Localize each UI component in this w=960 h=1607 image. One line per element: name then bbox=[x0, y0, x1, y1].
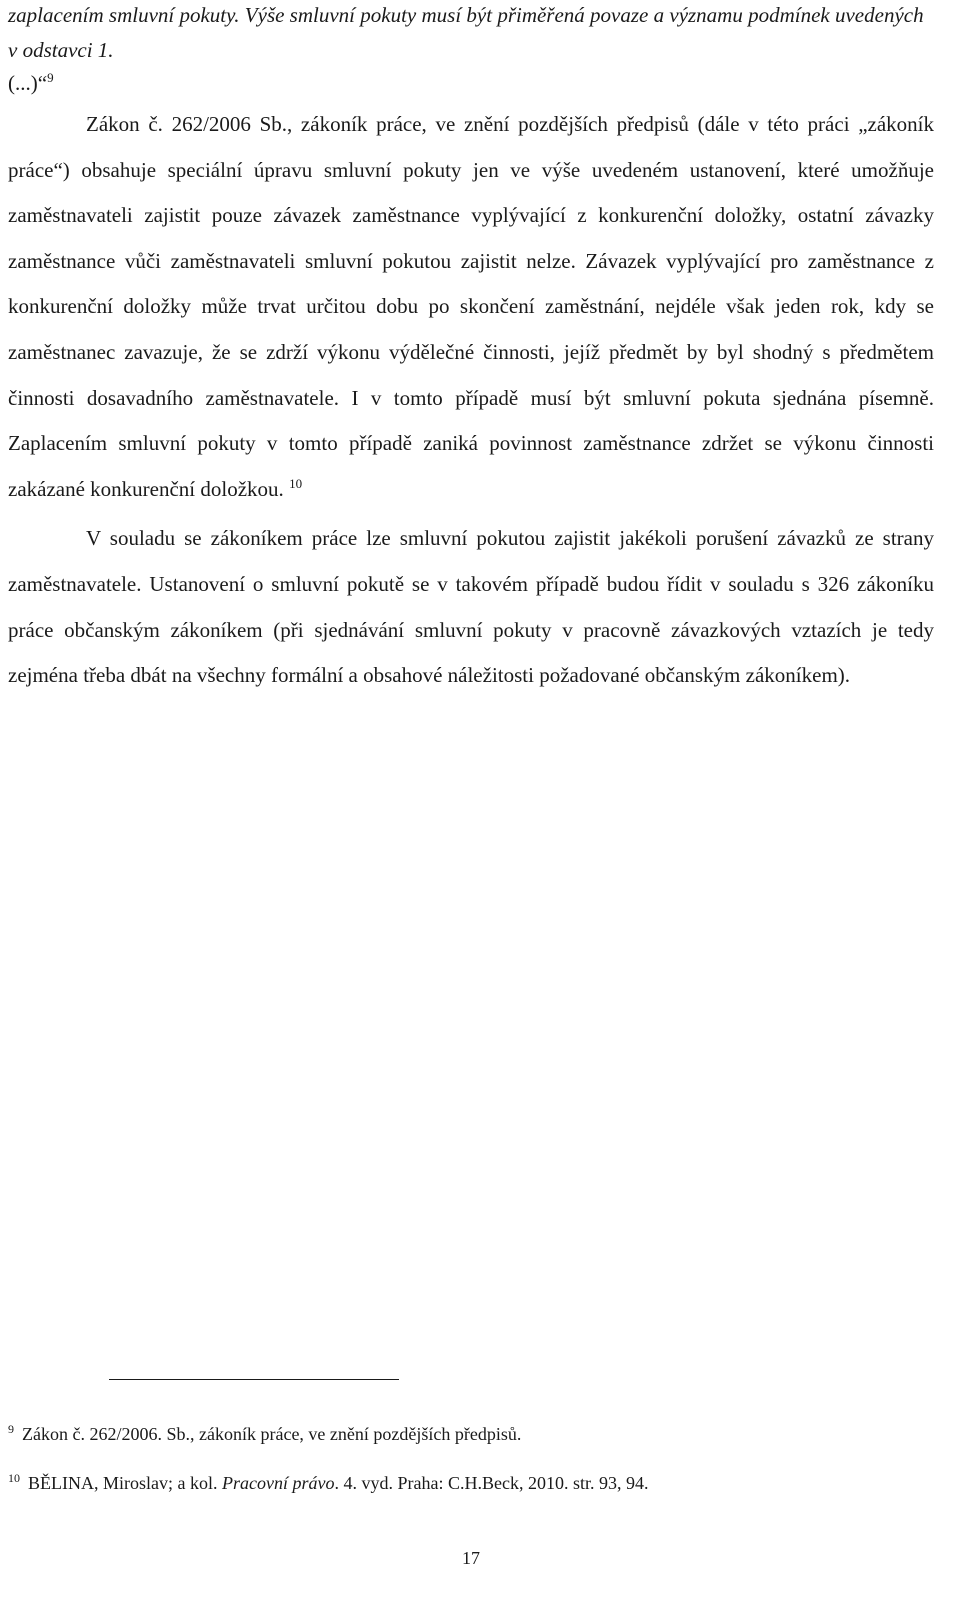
footnote-10 bbox=[8, 1471, 648, 1495]
footnote-9 bbox=[8, 1422, 521, 1446]
paragraph-employer-obligations: V souladu se zákoníkem práce lze smluvní pokutou zajistit jakékoli porušení závazků ze strany zaměstnavatele. Ustanovení o smluvní pokutě se v takovém případě budou řídit v souladu s 326 zákoníku práce občanským zákoníkem (při sjednávání smluvní pokuty v pracovně závazkových vztazích je tedy zejména třeba dbát na všechny formální a obsahové náležitosti požadované občanským zákoníkem). bbox=[8, 526, 934, 688]
footnote-ref-9[interactable]: 9 bbox=[47, 70, 54, 85]
footnote-number: 10 bbox=[8, 1471, 20, 1485]
quote-ellipsis: (...)“ bbox=[8, 71, 48, 95]
quote-end bbox=[8, 68, 934, 98]
footnote-text: BĚLINA, Miroslav; a kol. bbox=[28, 1473, 222, 1493]
page-number: 17 bbox=[462, 1548, 480, 1568]
footnote-text: Zákon č. 262/2006. Sb., zákoník práce, ve znění pozdějších předpisů. bbox=[22, 1424, 522, 1444]
footnote-separator bbox=[109, 1379, 399, 1380]
document-page bbox=[8, 0, 934, 699]
footnote-text-tail: . 4. vyd. Praha: C.H.Beck, 2010. str. 93, 94. bbox=[334, 1473, 649, 1493]
footnote-number: 9 bbox=[8, 1422, 14, 1436]
paragraph-text: Zákon č. 262/2006 Sb., zákoník práce, ve znění pozdějších předpisů (dále v této práci „zákoník práce“) obsahuje speciální úpravu smluvní pokuty jen ve výše uvedeném ustanovení, které umožňuje zaměstnavateli zajistit pouze závazek zaměstnance vyplývající z konkurenční doložky, ostatní závazky zaměstnance vůči zaměstnavateli smluvní pokutou zajistit nelze. Závazek vyplývající pro zaměstnance z konkurenční doložky může trvat určitou dobu po skončení zaměstnání, nejdéle však jeden rok, kdy se zaměstnanec zavazuje, že se zdrží výkonu výdělečné činnosti, jejíž předmět by byl shodný s předmětem činnosti dosavadního zaměstnavatele. I v tomto případě musí být smluvní pokuta sjednána písemně. Zaplacením smluvní pokuty v tomto případě zaniká povinnost zaměstnance zdržet se výkonu činnosti zakázané konkurenční doložkou. bbox=[8, 112, 934, 501]
paragraph-competition-clause bbox=[8, 102, 934, 512]
quote-continuation: zaplacením smluvní pokuty. Výše smluvní pokuty musí být přiměřená povaze a významu podmínek uvedených v odstavci 1. bbox=[8, 3, 924, 62]
footnote-ref-10[interactable]: 10 bbox=[289, 475, 303, 491]
footnote-book-title: Pracovní právo bbox=[221, 1473, 335, 1493]
